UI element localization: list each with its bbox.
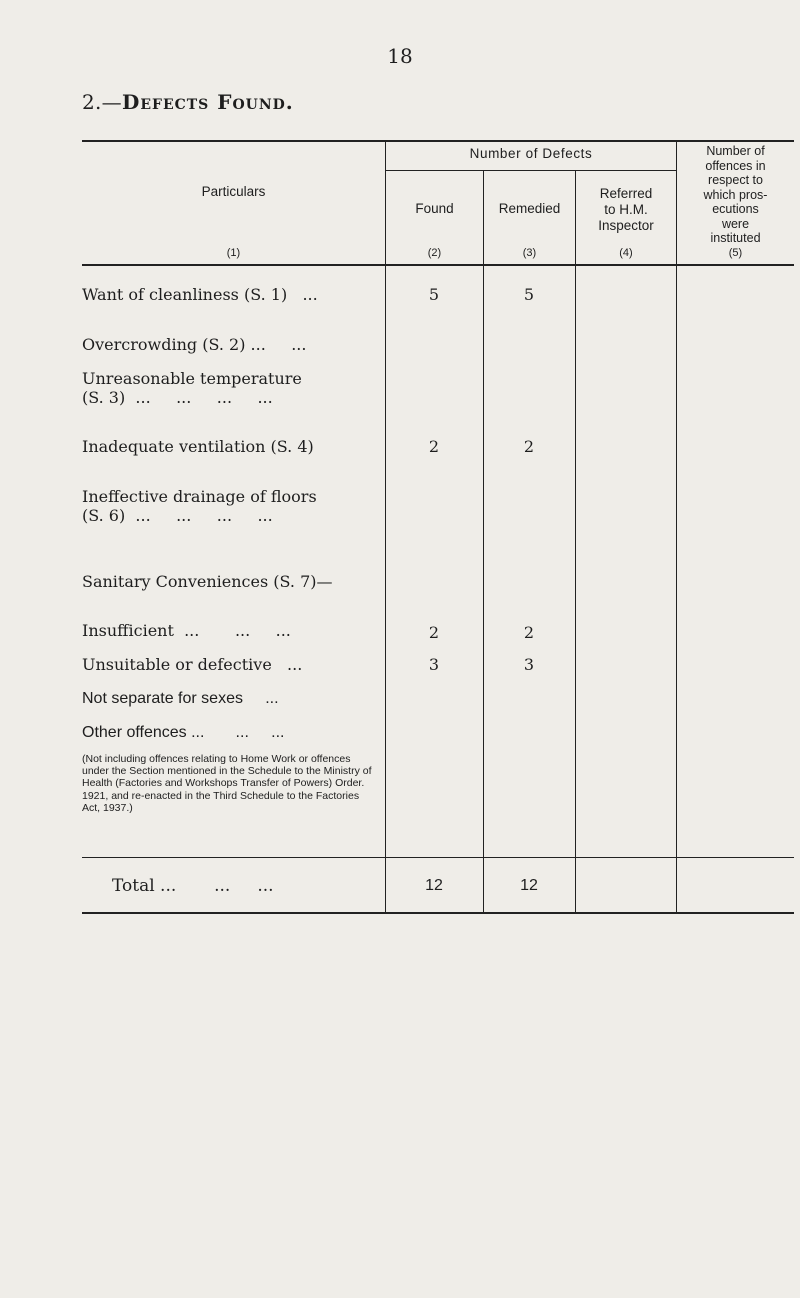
section-title: Defects Found. — [121, 90, 294, 114]
header-prosecutions-line: ecutions — [712, 202, 759, 216]
header-referred-line: to H.M. — [604, 202, 648, 217]
col-number-2: (2) — [427, 247, 442, 259]
row-drainage-label-cont: (S. 6) ... ... ... ... — [82, 506, 273, 525]
row-drainage-label: Ineffective drainage of floors — [82, 487, 317, 506]
row-unsuitable-remedied: 3 — [523, 655, 535, 674]
row-cleanliness-found: 5 — [428, 285, 440, 304]
row-insufficient-remedied: 2 — [523, 623, 535, 642]
header-particulars: Particulars — [201, 184, 266, 199]
header-remedied: Remedied — [498, 201, 561, 216]
row-ventilation-remedied: 2 — [523, 437, 535, 456]
table-bottom-rule — [82, 912, 794, 914]
row-cleanliness-remedied: 5 — [523, 285, 535, 304]
row-cleanliness-label: Want of cleanliness (S. 1) ... — [82, 285, 318, 304]
defects-group-rule — [386, 170, 676, 171]
section-number: 2.— — [82, 90, 122, 114]
col-divider-3 — [575, 170, 576, 913]
row-not-separate-label: Not separate for sexes ... — [82, 690, 279, 707]
header-prosecutions-line: offences in — [705, 158, 766, 173]
header-referred-line: Inspector — [598, 218, 654, 233]
header-number-of-defects: Number of Defects — [469, 146, 593, 161]
total-top-rule — [82, 857, 794, 858]
section-heading — [82, 90, 294, 114]
row-insufficient-label: Insufficient ... ... ... — [82, 621, 291, 640]
row-temperature-label-cont: (S. 3) ... ... ... ... — [82, 388, 273, 407]
row-overcrowding-label: Overcrowding (S. 2) ... ... — [82, 335, 307, 354]
col-number-3: (3) — [522, 247, 537, 259]
row-ventilation-label: Inadequate ventilation (S. 4) — [82, 437, 314, 456]
col-divider-2 — [483, 170, 484, 913]
header-prosecutions-line: respect to — [708, 173, 763, 187]
header-referred-line: Referred — [599, 186, 653, 201]
header-prosecutions-line: were — [721, 216, 750, 231]
row-sanitary-label: Sanitary Conveniences (S. 7)— — [82, 572, 333, 591]
row-temperature-label: Unreasonable temperature — [82, 369, 302, 388]
total-label: Total ... ... ... — [112, 876, 274, 896]
header-prosecutions-line: instituted — [710, 231, 761, 245]
header-prosecutions-line: which pros- — [703, 187, 768, 202]
row-unsuitable-found: 3 — [428, 655, 440, 674]
header-bottom-rule — [82, 264, 794, 266]
other-offences-note: (Not including offences relating to Home Work or offences under the Section mentioned in the Schedule to the Ministry of Health (Factories and Workshops Transfer of Powers) Order. 1921, and re-enacted in the Third Schedule to the Factories Act, 1937.) — [82, 753, 372, 814]
header-found: Found — [415, 201, 454, 216]
row-insufficient-found: 2 — [428, 623, 440, 642]
col-number-1: (1) — [226, 247, 241, 259]
col-number-5: (5) — [728, 247, 743, 259]
total-remedied: 12 — [520, 877, 538, 894]
header-referred — [576, 186, 676, 234]
total-found: 12 — [425, 877, 443, 894]
header-prosecutions — [677, 144, 794, 246]
row-unsuitable-label: Unsuitable or defective ... — [82, 655, 303, 674]
table-top-rule — [82, 140, 794, 142]
col-number-4: (4) — [619, 247, 633, 259]
page-number: 18 — [387, 44, 413, 68]
header-prosecutions-line: Number of — [706, 144, 765, 158]
row-other-offences-label: Other offences ... ... ... — [82, 724, 285, 741]
row-ventilation-found: 2 — [428, 437, 440, 456]
